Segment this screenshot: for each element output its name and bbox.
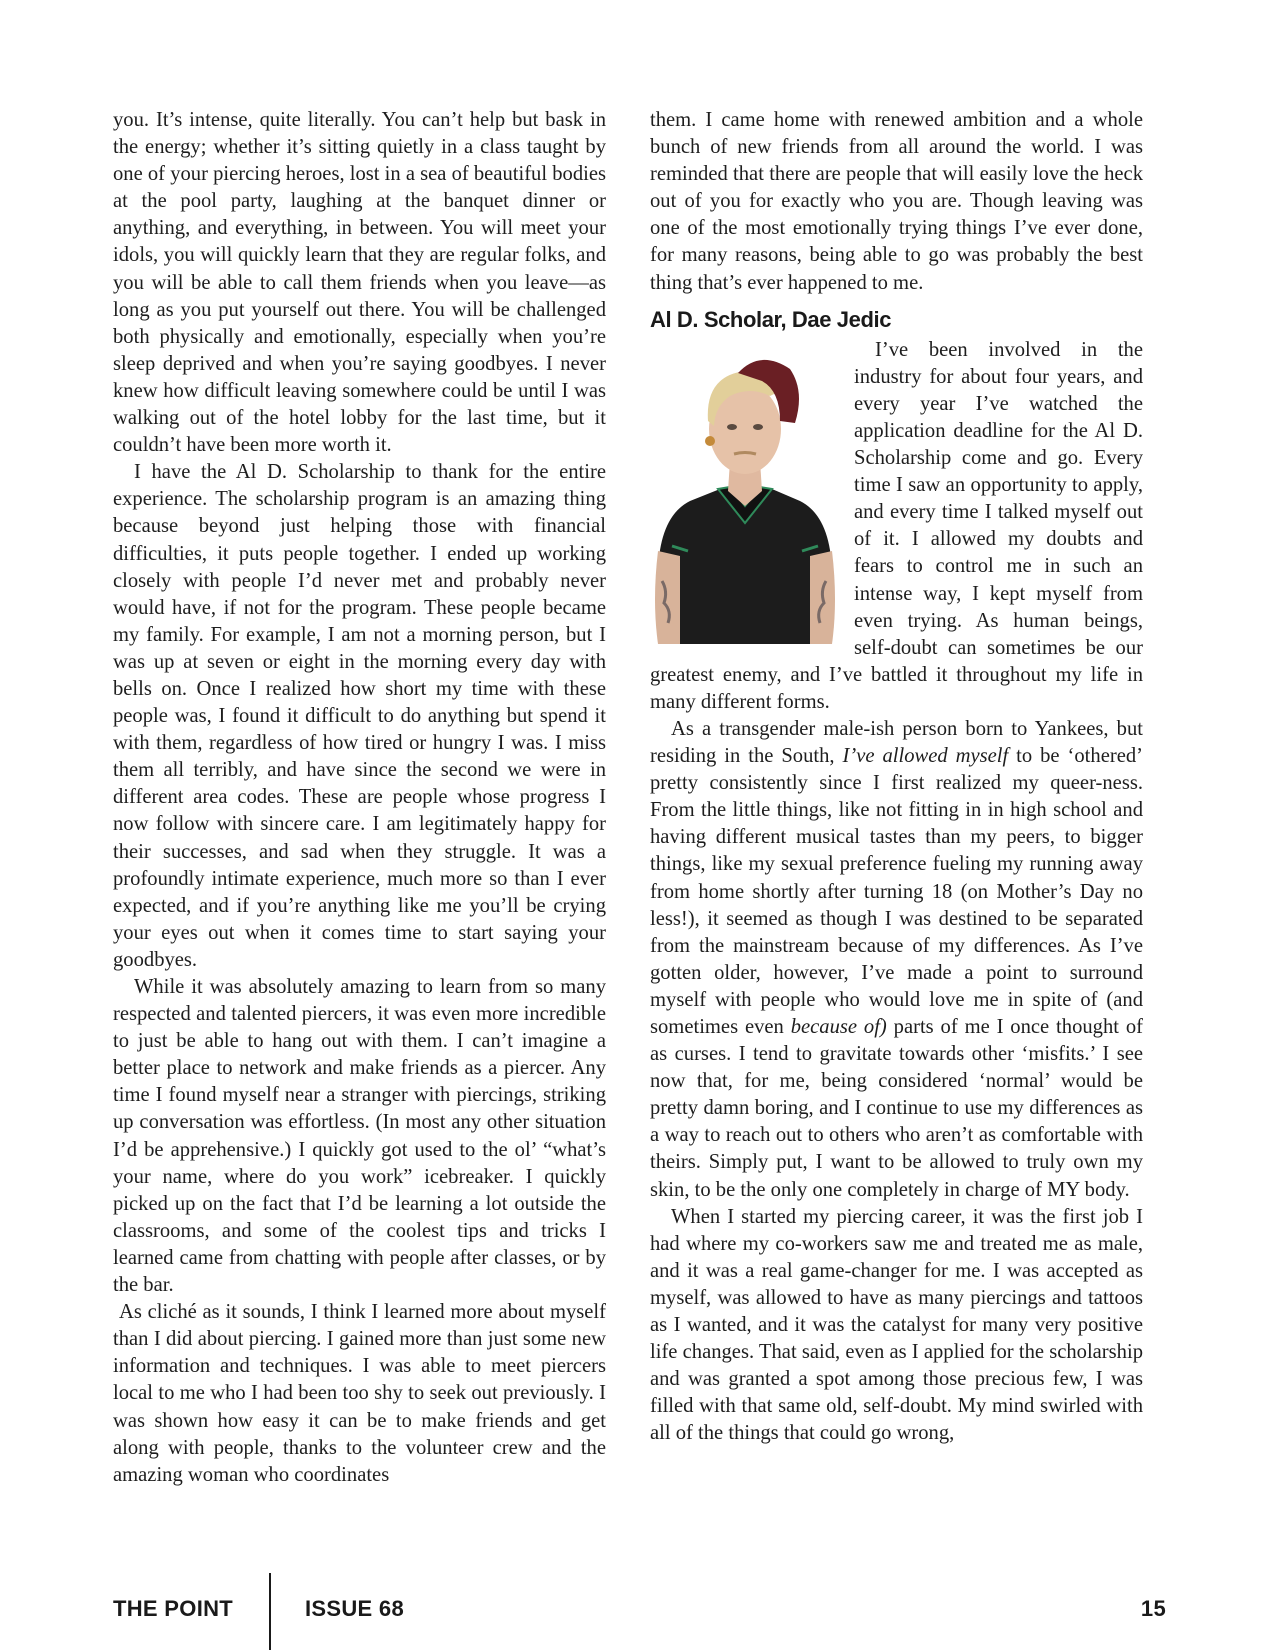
right-column: [650, 107, 1143, 1448]
paragraph-text: to be ‘othered’ pretty consistently since I first realized my queer-ness. From the little things, like not fitting in in high school and having different musical tastes than my peers, to bigger things, like my sexual preference fueling my running away from home shortly after turning 18 (on Mother’s Day no less!), it seemed as though I was destined to be separated from the mainstream because of my differences. As I’ve gotten older, however, I’ve made a point to surround myself with people who would love me in spite of (and sometimes even: [650, 745, 1143, 1038]
portrait-photo: [650, 341, 840, 644]
paragraph-text: As a transgender male-ish person born to Yankees, but residing in the South,: [650, 717, 1143, 768]
paragraph: As cliché as it sounds, I think I learned more about myself than I did about piercing. I gained more than just some new information and techniques. I was able to meet piercers local to me who I had been too shy to seek out previously. I was shown how easy it can be to make friends and get along with people, thanks to the volunteer crew and the amazing woman who coordinates: [113, 1301, 606, 1486]
paragraph: I’ve been involved in the industry for about four years, and every year I’ve watched the application deadline for the Al D. Scholarship come and go. Every time I saw an opportunity to apply, and every time I talked myself out of it. I allowed my doubts and fears to control me in such an intense way, I kept myself from even trying. As human beings, self-doubt can sometimes be our greatest enemy, and I’ve battled it throughout my life in many different forms.: [650, 338, 1143, 713]
paragraph: them. I came home with renewed ambition and a whole bunch of new friends from all around the world. I was reminded that there are people that will easily love the heck out of you for exactly who you are. Though leaving was one of the most emotionally trying things I’ve ever done, for many reasons, being able to go was probably the best thing that’s ever happened to me.: [650, 109, 1143, 294]
issue-number: ISSUE 68: [305, 1596, 405, 1621]
left-column: [113, 107, 606, 1489]
page-number: 15: [1140, 1596, 1166, 1621]
paragraph-text: parts of me I once thought of as curses. I tend to gravitate towards other ‘misfits.’ I see now that, for me, being considered ‘normal’ would be pretty damn boring, and I continue to use my differences as a way to reach out to others who aren’t as comfortable with theirs. Simply put, I want to be allowed to truly own my skin, to be the only one completely in charge of MY body.: [650, 1016, 1144, 1201]
portrait-illustration: [650, 341, 840, 644]
paragraph: you. It’s intense, quite literally. You can’t help but bask in the energy; whether it’s sitting quietly in a class taught by one of your piercing heroes, lost in a sea of beautiful bodies at the pool party, laughing at the banquet dinner or anything, and everything, in between. You will meet your idols, you will quickly learn that they are regular folks, and you will be able to call them friends when you leave—as long as you put yourself out there. You will be challenged both physically and emotionally, especially when you’re sleep deprived and when you’re saying goodbyes. I never knew how difficult leaving somewhere could be until I was walking out of the hotel lobby for the last time, but it couldn’t have been more worth it.: [113, 109, 606, 457]
paragraph: [650, 716, 1143, 1204]
paragraph: I have the Al D. Scholarship to thank for the entire experience. The scholarship program is an amazing thing because beyond just helping those with financial difficulties, it puts people together. I ended up working closely with people I’d never met and probably never would have, if not for the program. These people became my family. For example, I am not a morning person, but I was up at seven or eight in the morning every day with bells on. Once I realized how short my time with these people was, I found it difficult to do anything but spend it with them, regardless of how tired or hungry I was. I miss them all terribly, and have since the second we were in different area codes. These are people whose progress I now follow with sincere care. I am legitimately happy for their successes, and sad when they struggle. It was a profoundly intimate experience, much more so than I ever expected, and if you’re anything like me you’ll be crying your eyes out when it comes time to start saying your goodbyes.: [113, 461, 606, 971]
magazine-name: THE POINT: [113, 1596, 234, 1621]
section-heading: Al D. Scholar, Dae Jedic: [650, 306, 892, 332]
footer-divider: [269, 1573, 271, 1650]
paragraph: While it was absolutely amazing to learn from so many respected and talented piercers, it was even more incredible to just be able to hang out with them. I can’t imagine a better place to network and make friends as a piercer. Any time I found myself near a stranger with piercings, striking up conversation was effortless. (In most any other situation I’d be apprehensive.) I quickly got used to the ol’ “what’s your name, where do you work” icebreaker. I quickly picked up on the fact that I’d be learning a lot outside the classrooms, and some of the coolest tips and tricks I learned came from chatting with people after classes, or by the bar.: [113, 976, 606, 1297]
paragraph: When I started my piercing career, it was the first job I had where my co-workers saw me and treated me as male, and it was a real game-changer for me. I was accepted as myself, was allowed to have as many piercings and tattoos as I wanted, and it was the catalyst for many very positive life changes. That said, even as I applied for the scholarship and was granted a spot among those precious few, I was filled with that same old, self-doubt. My mind swirled with all of the things that could go wrong,: [650, 1205, 1143, 1445]
emphasis-text: I’ve allowed myself: [842, 745, 1009, 768]
emphasis-text: because of): [790, 1016, 887, 1038]
